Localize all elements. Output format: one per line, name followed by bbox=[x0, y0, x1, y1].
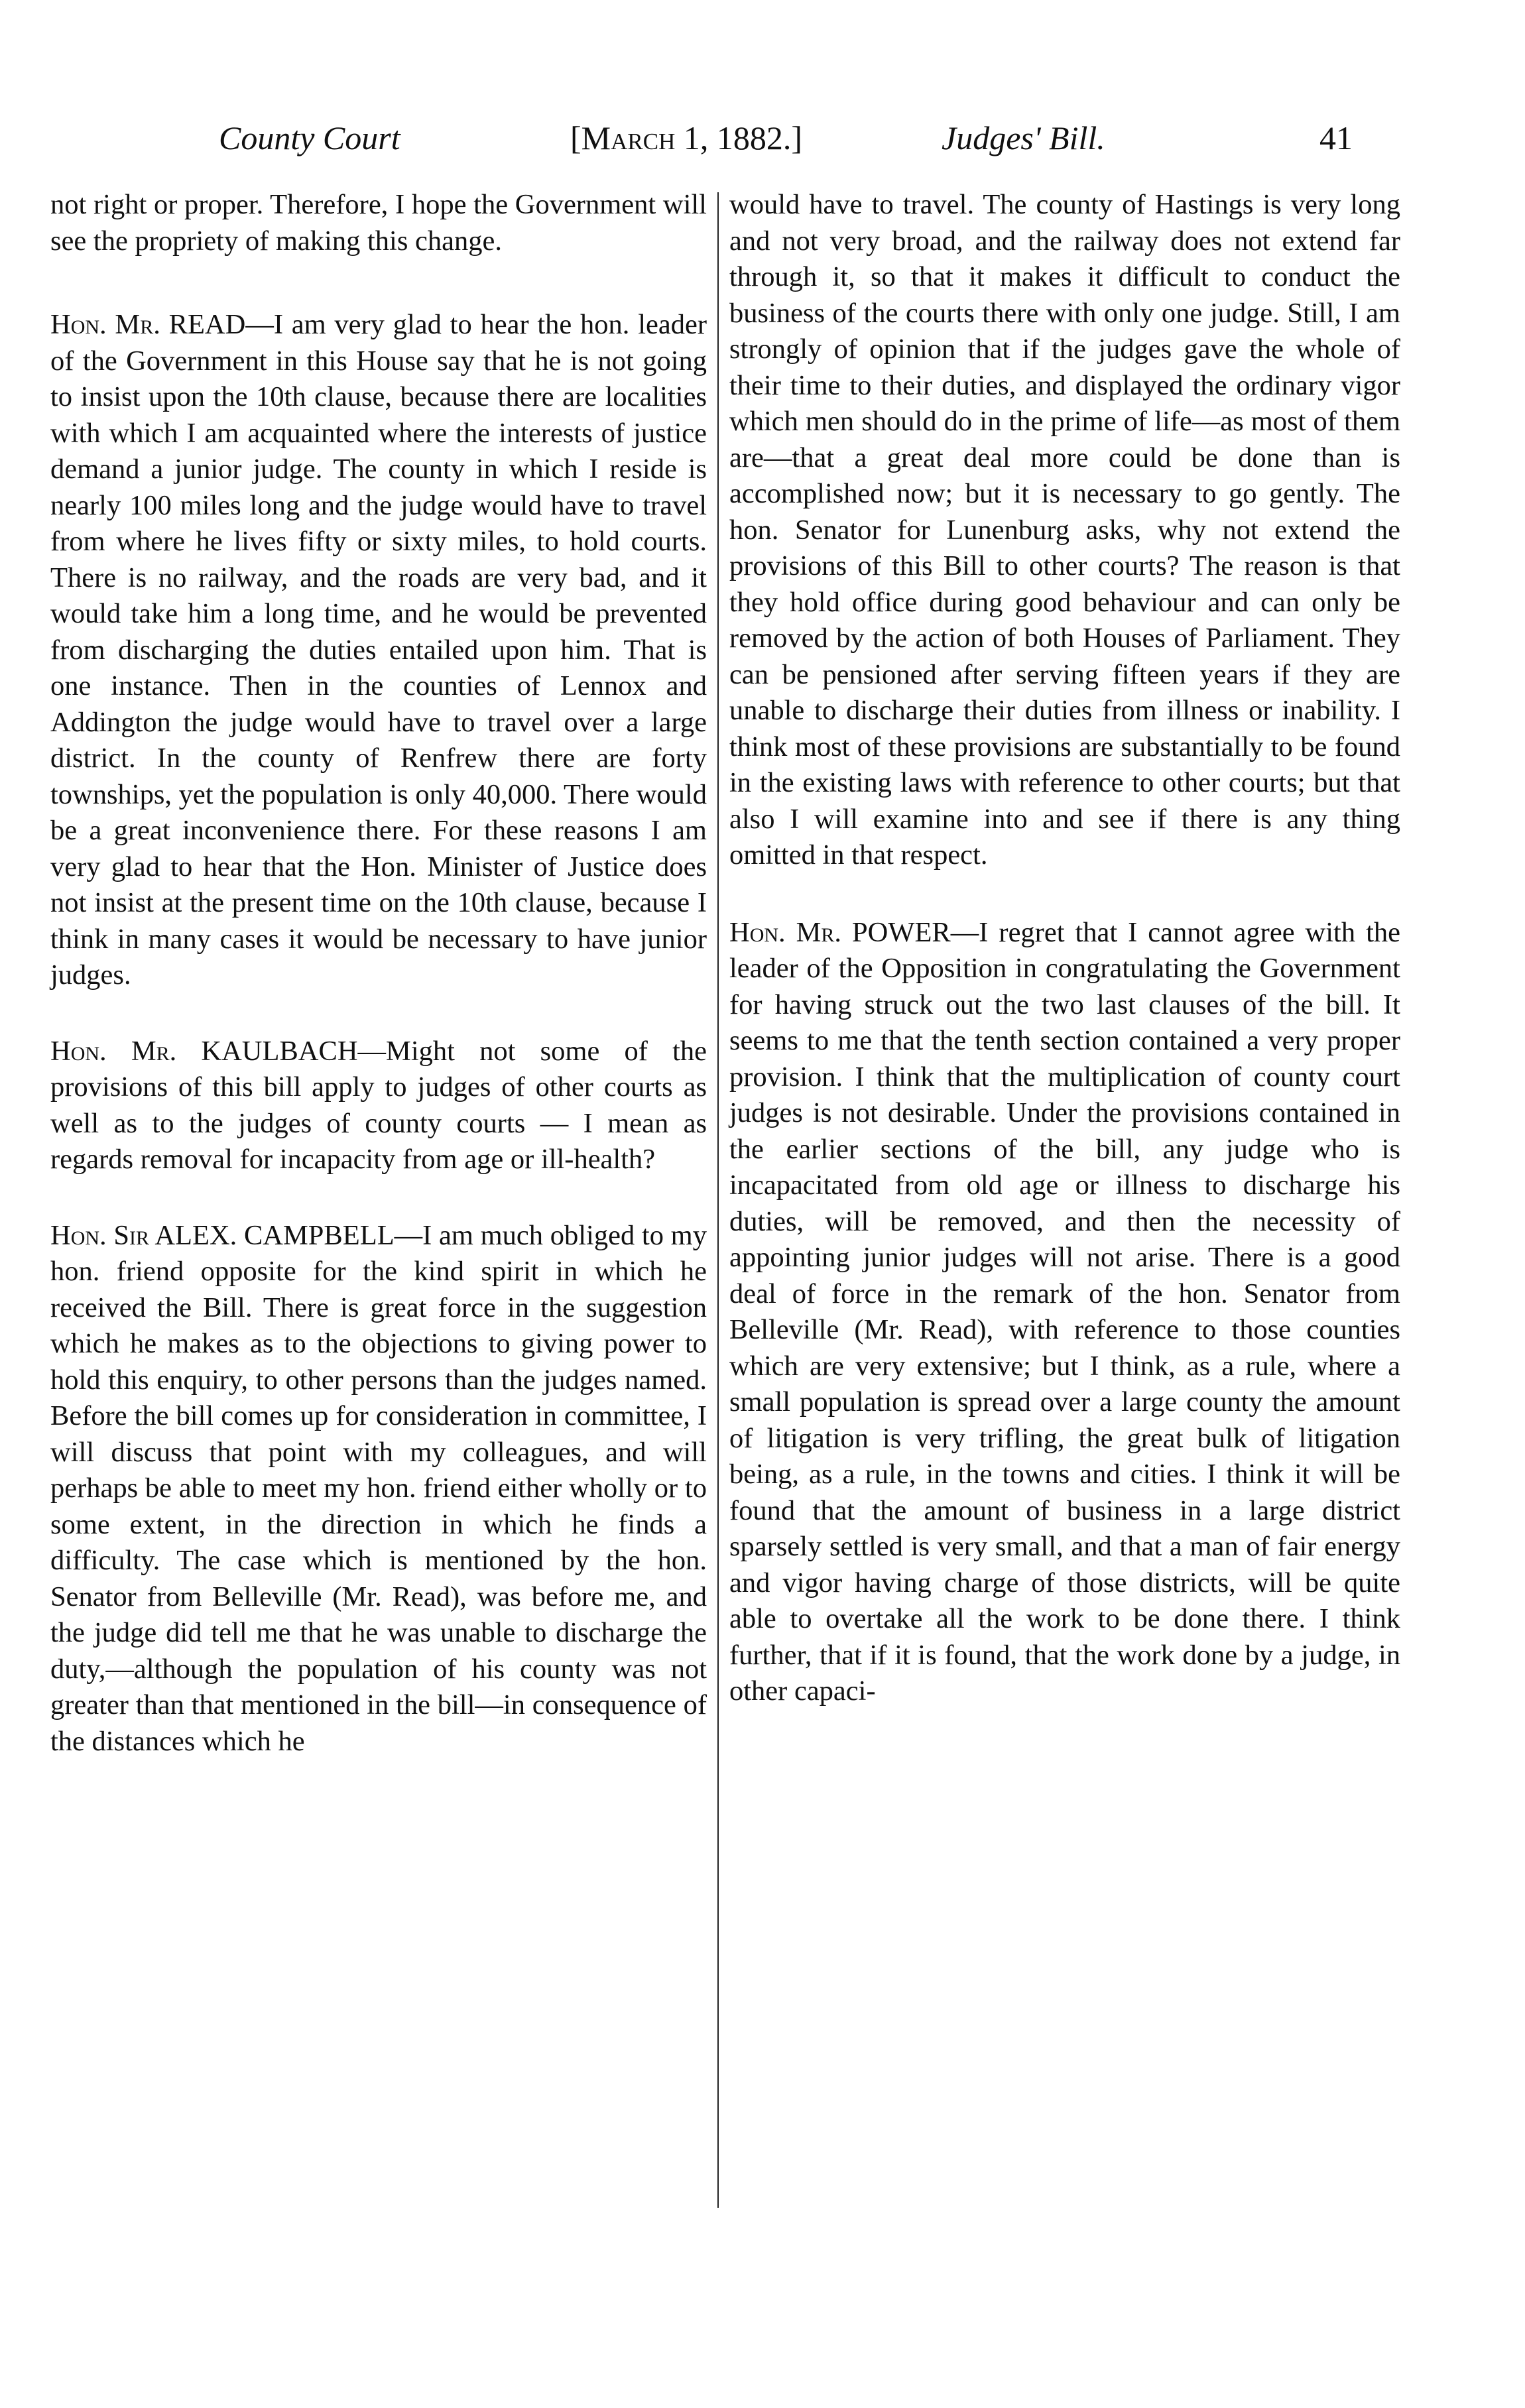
speech-body: —I am much obliged to my hon. friend opposite for the kind spirit in which he received the Bill. There is great force in the suggestion which he makes as to the objections to giving power to hold this enquiry, to other persons than the judges named. Before the bill comes up for consideration in committee, I will discuss that point with my colleagues, and will perhaps be able to meet my hon. friend either wholly or to some extent, in the direction in which he finds a difficulty. The case which is mentioned by the hon. Senator from Belleville (Mr. Read), was before me, and the judge did tell me that he was unable to discharge the duty,—although the population of his county was not greater than that mentioned in the bill—in consequence of the distances which he bbox=[50, 1219, 707, 1757]
speech-body: —I regret that I cannot agree with the leader of the Opposition in congratulating the Government for having struck out the two last clauses of the bill. It seems to me that the tenth section contained a very proper provision. I think that the multiplication of county court judges is not desirable. Under the provisions contained in the earlier sections of the bill, any judge who is incapacitated from old age or illness to discharge his duties, will be removed, and then the necessity of appointing junior judges will not arise. There is a good deal of force in the remark of the hon. Senator from Belleville (Mr. Read), with reference to those counties which are very extensive; but I think, as a rule, where a small population is spread over a large county the amount of litigation is very trifling, the great bulk of litigation being, as a rule, in the towns and cities. I think it will be found that the amount of business in a large district sparsely settled is very small, and that a man of fair energy and vigor having charge of those districts, will be quite able to overtake all the work to be done there. I think further, that if it is found, that the work done by a judge, in other capaci- bbox=[729, 916, 1400, 1707]
page-number: 41 bbox=[1319, 119, 1353, 156]
speaker-name: Hon. Mr. POWER bbox=[729, 916, 951, 948]
running-head-date: [March 1, 1882.] bbox=[570, 119, 802, 156]
column-divider bbox=[717, 192, 719, 2208]
speech-kaulbach bbox=[50, 1034, 707, 1178]
speaker-name: Hon. Mr. READ bbox=[50, 309, 246, 340]
running-head bbox=[219, 111, 1353, 164]
continuation-paragraph: would have to travel. The county of Hastings is very long and not very broad, and the railway does not extend far through it, so that it makes it difficult to conduct the business of the courts there with only one judge. Still, I am strongly of opinion that if the judges gave the whole of their time to their duties, and displayed the ordinary vigor which men should do in the prime of life—as most of them are—that a great deal more could be done than is accomplished now; but it is necessary to go gently. The hon. Senator for Lunenburg asks, why not extend the provisions of this Bill to other courts? The reason is that they hold office during good behaviour and can only be removed by the action of both Houses of Parliament. They can be pensioned after serving fifteen years if they are unable to discharge their duties from illness or inability. I think most of these provisions are substantially to be found in the existing laws with reference to other courts; but that also I will examine into and see if there is any thing omitted in that respect. bbox=[729, 189, 1400, 871]
speech-power bbox=[729, 915, 1400, 1710]
continuation-paragraph: not right or proper. Therefore, I hope the Government will see the propriety of making this change. bbox=[50, 189, 707, 257]
right-column bbox=[729, 187, 1400, 1710]
speech-campbell bbox=[50, 1218, 707, 1760]
left-column bbox=[50, 187, 707, 1760]
running-head-section: County Court bbox=[219, 119, 400, 156]
speech-body: —Might not some of the provisions of this bill apply to judges of other courts as well as to the judges of county courts — I mean as regards removal for incapacity from age or ill-health? bbox=[50, 1035, 707, 1175]
speaker-name: Hon. Sir ALEX. CAMPBELL bbox=[50, 1219, 395, 1251]
speech-body: —I am very glad to hear the hon. leader of the Government in this House say that he is not going to insist upon the 10th clause, because there are localities with which I am acquainted where the interests of justice demand a junior judge. The county in which I reside is nearly 100 miles long and the judge would have to travel from where he lives fifty or sixty miles, to hold courts. There is no railway, and the roads are very bad, and it would take him a long time, and he would be prevented from discharging the duties entailed upon him. That is one instance. Then in the counties of Lennox and Addington the judge would have to travel over a large district. In the county of Renfrew there are forty townships, yet the population is only 40,000. There would be a great inconvenience there. For these reasons I am very glad to hear that the Hon. Minister of Justice does not insist at the present time on the 10th clause, because I think in many cases it would be necessary to have junior judges. bbox=[50, 309, 707, 991]
speaker-name: Hon. Mr. KAULBACH bbox=[50, 1035, 358, 1067]
running-head-bill: Judges' Bill. bbox=[942, 119, 1105, 156]
speech-read bbox=[50, 307, 707, 994]
